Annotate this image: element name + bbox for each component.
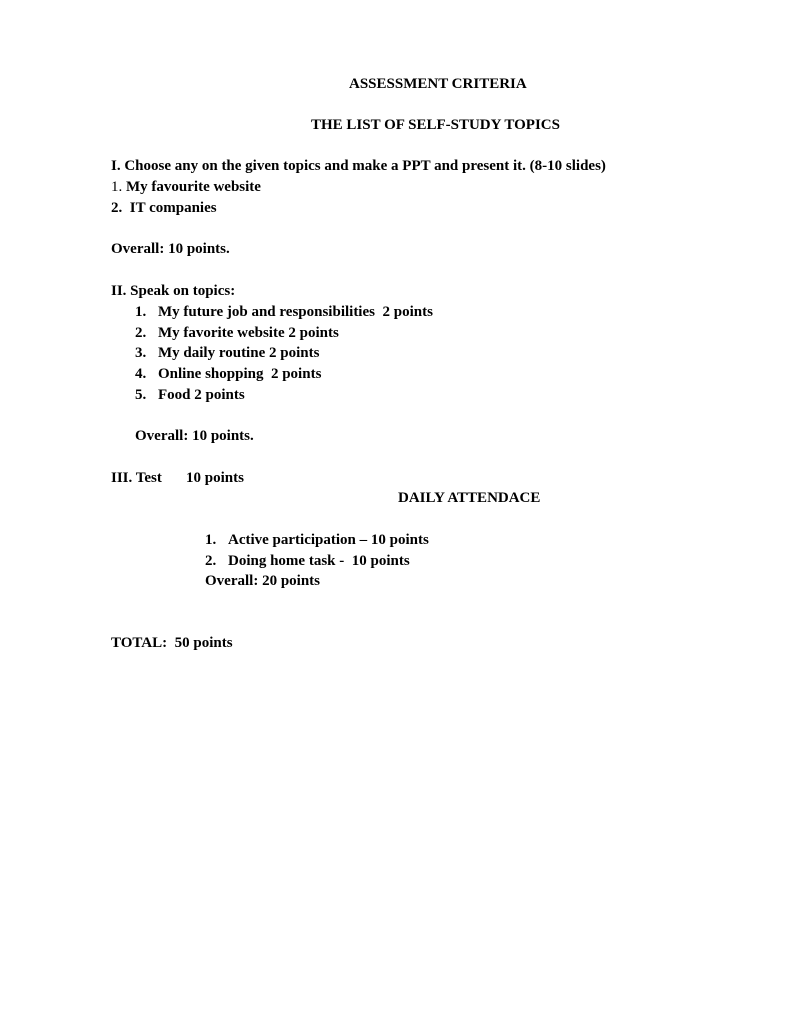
section2-item-text: My future job and responsibilities 2 points [158,304,433,320]
total-points: TOTAL: 50 points [111,635,233,651]
self-study-title: THE LIST OF SELF-STUDY TOPICS [311,117,560,133]
attendance-title: DAILY ATTENDACE [398,490,541,506]
section2-item [135,324,339,342]
attendance-item [205,531,429,549]
attendance-item [205,552,410,570]
section2-item [135,344,319,362]
attendance-item-text: Active participation – 10 points [228,532,429,548]
section2-item-number: 5. [135,387,147,403]
attendance-item-number: 1. [205,532,217,548]
section1-item-number: 2. [111,200,123,216]
section1-item-text: IT companies [129,200,217,216]
section2-item-text: Food 2 points [158,387,245,403]
section2-item [135,386,245,404]
section1-item [111,178,261,196]
section1-item [111,199,217,217]
section2-item [135,303,433,321]
section2-item-text: My daily routine 2 points [158,345,320,361]
section3-heading: III. Test [111,470,162,486]
attendance-item-text: Doing home task - 10 points [228,553,410,569]
section2-item-number: 1. [135,304,147,320]
attendance-overall: Overall: 20 points [205,573,320,589]
section2-item-text: My favorite website 2 points [158,325,339,341]
assessment-title: ASSESSMENT CRITERIA [349,76,527,92]
section2-item [135,365,321,383]
section3-points: 10 points [186,470,244,486]
section2-heading: II. Speak on topics: [111,283,236,299]
section2-item-number: 2. [135,325,147,341]
section1-overall: Overall: 10 points. [111,241,230,257]
section2-item-number: 3. [135,345,147,361]
section1-item-text: My favourite website [126,179,261,195]
section1-item-number: 1. [111,179,123,195]
section1-heading: I. Choose any on the given topics and make a PPT and present it. (8-10 slides) [111,158,606,174]
attendance-item-number: 2. [205,553,217,569]
section2-overall: Overall: 10 points. [135,428,254,444]
section2-item-text: Online shopping 2 points [158,366,322,382]
section2-item-number: 4. [135,366,147,382]
